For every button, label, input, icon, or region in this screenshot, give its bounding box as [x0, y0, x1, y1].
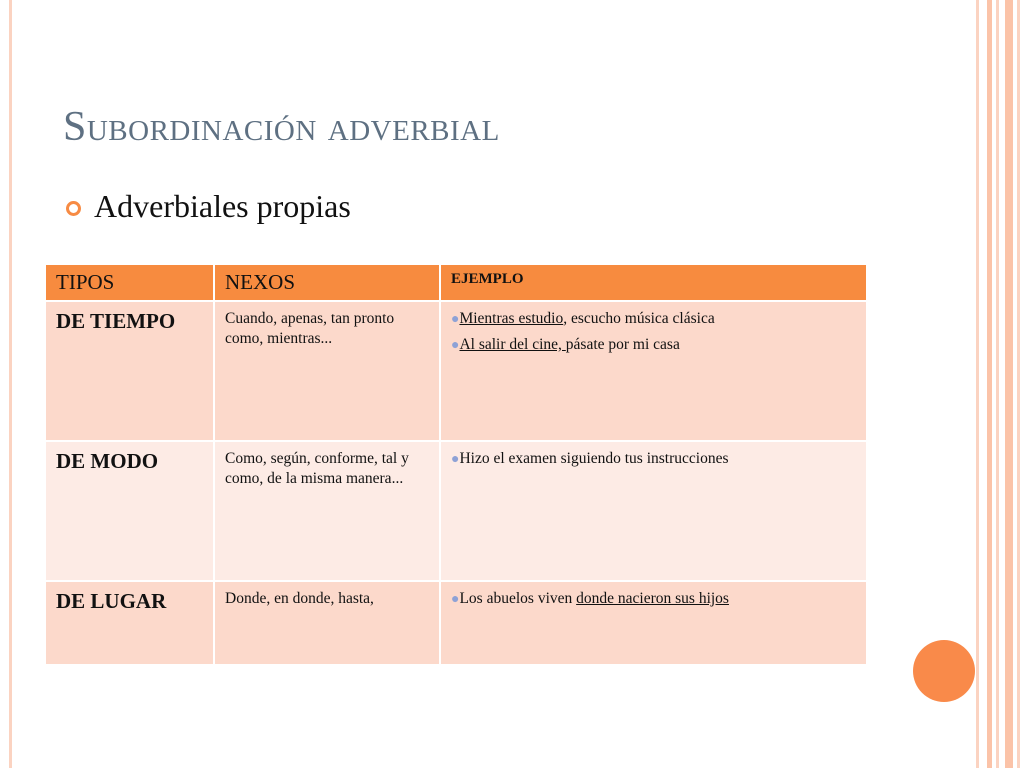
- example-item: ●Hizo el examen siguiendo tus instrucciones: [451, 450, 729, 467]
- cell-nexos: Donde, en donde, hasta,: [214, 581, 440, 665]
- table-row: [45, 581, 867, 665]
- bullet-dot-icon: ●: [451, 338, 460, 353]
- example-item: ●Al salir del cine, pásate por mi casa: [451, 336, 680, 353]
- decor-stripe: [976, 0, 979, 768]
- adverbial-table: [44, 263, 868, 666]
- bullet-dot-icon: ●: [451, 312, 460, 327]
- table-row: [45, 441, 867, 581]
- frame-line-left: [9, 0, 12, 768]
- decor-stripe: [987, 0, 992, 768]
- header-nexos: NEXOS: [214, 264, 440, 301]
- cell-tipo: DE MODO: [45, 441, 214, 581]
- decor-circle: [913, 640, 975, 702]
- example-item: ●Mientras estudio, escucho música clásica: [451, 310, 715, 327]
- bullet-dot-icon: ●: [451, 452, 460, 467]
- decor-stripe: [1017, 0, 1020, 768]
- bullet-item: [66, 188, 351, 225]
- cell-nexos: Cuando, apenas, tan pronto como, mientras...: [214, 301, 440, 441]
- slide-title: Subordinación adverbial: [63, 104, 500, 150]
- decor-stripe: [1005, 0, 1013, 768]
- bullet-dot-icon: ●: [451, 592, 460, 607]
- cell-ejemplo: [440, 581, 867, 665]
- example-item: ●Los abuelos viven donde nacieron sus hijos: [451, 590, 729, 607]
- header-tipos: TIPOS: [45, 264, 214, 301]
- cell-tipo: DE TIEMPO: [45, 301, 214, 441]
- header-ejemplo: EJEMPLO: [440, 264, 867, 301]
- cell-tipo: DE LUGAR: [45, 581, 214, 665]
- decor-stripe: [996, 0, 999, 768]
- table-header-row: [45, 264, 867, 301]
- cell-ejemplo: [440, 441, 867, 581]
- table-row: [45, 301, 867, 441]
- cell-nexos: Como, según, conforme, tal y como, de la misma manera...: [214, 441, 440, 581]
- ring-bullet-icon: [66, 201, 81, 216]
- bullet-text: Adverbiales propias: [94, 188, 351, 224]
- cell-ejemplo: [440, 301, 867, 441]
